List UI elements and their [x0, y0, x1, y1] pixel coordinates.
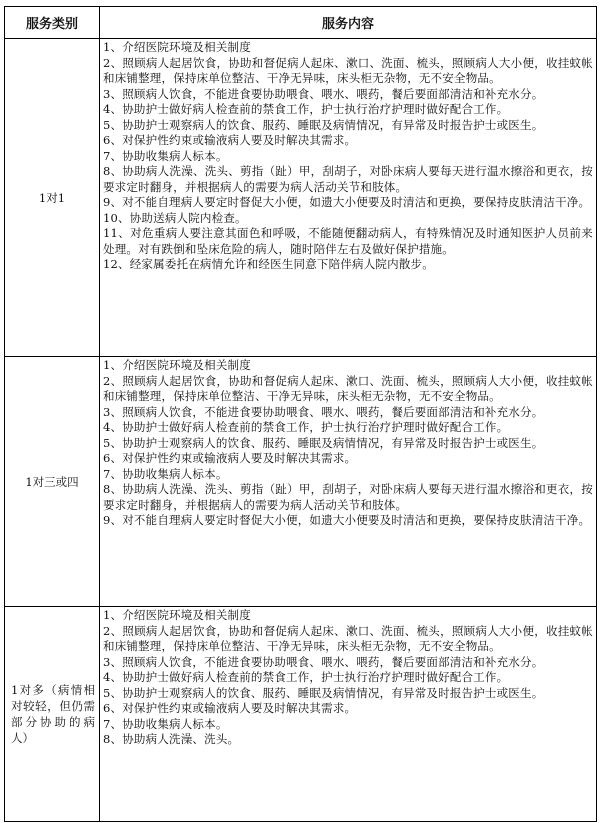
table-row	[5, 607, 597, 822]
list-item: 9、对不能自理病人要定时督促大小便，如遗大小便要及时清洁和更换，要保持皮肤清洁干净。	[103, 195, 591, 209]
header-content: 服务内容	[100, 7, 597, 39]
service-table	[4, 6, 597, 822]
list-item: 11、对危重病人要注意其面色和呼吸，不能随便翻动病人，有特殊情况及时通知医护人员前来处理。对有跌倒和坠床危险的病人，随时陪伴左右及做好保护措施。	[103, 226, 593, 256]
table-header	[5, 7, 597, 39]
content-cell	[100, 607, 597, 822]
list-item: 1、介绍医院环境及相关制度	[103, 40, 251, 54]
header-row	[5, 7, 597, 39]
list-item: 3、照顾病人饮食，不能进食要协助喂食、喂水、喂药，餐后要面部清洁和补充水分。	[103, 404, 544, 419]
list-item: 1、介绍医院环境及相关制度	[103, 358, 251, 372]
list-item: 7、协助收集病人标本。	[103, 148, 228, 163]
content-cell	[100, 39, 597, 357]
list-item: 4、协助护士做好病人检查前的禁食工作，护士执行治疗护理时做好配合工作。	[103, 102, 509, 116]
header-category: 服务类别	[5, 7, 100, 39]
list-item: 9、对不能自理病人要定时督促大小便，如遗大小便要及时清洁和更换，要保持皮肤清洁干净。	[103, 513, 591, 527]
table-row	[5, 357, 597, 607]
list-item: 6、对保护性约束或输液病人要及时解决其需求。	[103, 701, 357, 715]
list-item: 8、协助病人洗澡、洗头、剪指（趾）甲，刮胡子，对卧床病人要每天进行温水擦浴和更衣，按要求定时翻身，并根据病人的需要为病人活动关节和肢体。	[103, 482, 593, 512]
list-item: 2、照顾病人起居饮食，协助和督促病人起床、漱口、洗面、梳头，照顾病人大小便，收挂蚊帐和床铺整理，保持床单位整洁、干净无异味，床头柜无杂物，无不安全物品。	[103, 623, 593, 653]
list-item: 6、对保护性约束或输液病人要及时解决其需求。	[103, 451, 357, 465]
list-item: 4、协助护士做好病人检查前的禁食工作，护士执行治疗护理时做好配合工作。	[103, 420, 509, 434]
list-item: 7、协助收集病人标本。	[103, 716, 228, 731]
category-cell: 1对多（病情相对较轻，但仍需部分协助的病人）	[5, 607, 100, 822]
list-item: 10、协助送病人院内检查。	[103, 210, 247, 225]
list-item: 1、介绍医院环境及相关制度	[103, 608, 251, 622]
table-row	[5, 39, 597, 357]
list-item: 5、协助护士观察病人的饮食、服药、睡眠及病情情况，有异常及时报告护士或医生。	[103, 435, 544, 450]
list-item: 2、照顾病人起居饮食，协助和督促病人起床、漱口、洗面、梳头，照顾病人大小便，收挂蚊帐和床铺整理，保持床单位整洁、干净无异味，床头柜无杂物，无不安全物品。	[103, 55, 593, 85]
list-item: 12、经家属委托在病情允许和经医生同意下陪伴病人院内散步。	[103, 257, 434, 271]
list-item: 8、协助病人洗澡、洗头。	[103, 732, 240, 746]
list-item: 2、照顾病人起居饮食，协助和督促病人起床、漱口、洗面、梳头，照顾病人大小便，收挂蚊帐和床铺整理，保持床单位整洁、干净无异味，床头柜无杂物，无不安全物品。	[103, 373, 593, 403]
content-cell	[100, 357, 597, 607]
category-cell: 1对三或四	[5, 357, 100, 607]
list-item: 5、协助护士观察病人的饮食、服药、睡眠及病情情况，有异常及时报告护士或医生。	[103, 117, 544, 132]
list-item: 3、照顾病人饮食，不能进食要协助喂食、喂水、喂药，餐后要面部清洁和补充水分。	[103, 654, 544, 669]
list-item: 5、协助护士观察病人的饮食、服药、睡眠及病情情况，有异常及时报告护士或医生。	[103, 685, 544, 700]
category-cell: 1对1	[5, 39, 100, 357]
list-item: 3、照顾病人饮食，不能进食要协助喂食、喂水、喂药，餐后要面部清洁和补充水分。	[103, 86, 544, 101]
list-item: 8、协助病人洗澡、洗头、剪指（趾）甲，刮胡子，对卧床病人要每天进行温水擦浴和更衣，按要求定时翻身，并根据病人的需要为病人活动关节和肢体。	[103, 164, 593, 194]
list-item: 7、协助收集病人标本。	[103, 466, 228, 481]
list-item: 4、协助护士做好病人检查前的禁食工作，护士执行治疗护理时做好配合工作。	[103, 670, 509, 684]
list-item: 6、对保护性约束或输液病人要及时解决其需求。	[103, 133, 357, 147]
